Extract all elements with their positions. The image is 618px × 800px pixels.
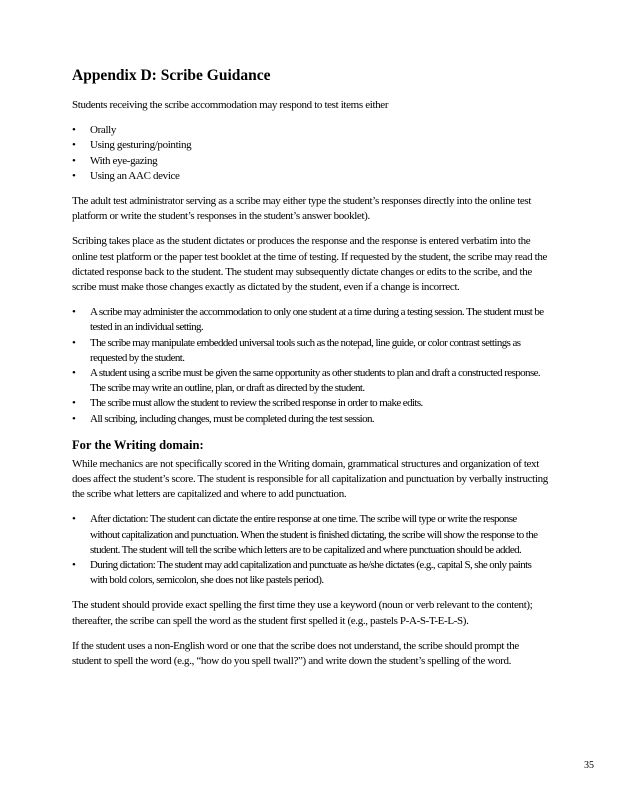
admin-paragraph: The adult test administrator serving as a scribe may either type the student’s responses directly into the online test platform or write the student’s responses in the student’s answer booklet).: [72, 195, 532, 223]
page-number: 35: [584, 760, 594, 771]
spelling-paragraph: The student should provide exact spelling the first time they use a keyword (noun or verb relevant to the content); thereafter, the scribe can spell the word as the student first spelled it (e.g., pastels P-A-S-T-E-L-S).: [72, 599, 533, 627]
list-item: • After dictation: The student can dictate the entire response at one time. The scribe will type or write the response without capitalization and punctuation. When the student is finished dictating, the scribe will show the response to the student. The student will tell the scribe which letters are to be capitalized and where punctuation should be added.: [72, 512, 548, 558]
scribe-rules-list: [72, 305, 548, 427]
list-item: • All scribing, including changes, must be completed during the test session.: [72, 412, 548, 427]
list-item: • The scribe must allow the student to review the scribed response in order to make edits.: [72, 396, 548, 411]
list-item: • With eye-gazing: [72, 154, 548, 169]
writing-rules-list: [72, 512, 548, 588]
writing-domain-heading: For the Writing domain:: [72, 437, 204, 452]
writing-intro-paragraph: While mechanics are not specifically scored in the Writing domain, grammatical structures and organization of text does affect the student’s score. The student is responsible for all capitalization and punctuation by verbally instructing the scribe what letters are capitalized and where to add punctuation.: [72, 457, 548, 501]
non-english-paragraph: If the student uses a non-English word or one that the scribe does not understand, the scribe should prompt the student to spell the word (e.g., “how do you spell twall?”) and write down the student’s spelling of the word.: [72, 639, 519, 668]
list-item: • The scribe may manipulate embedded universal tools such as the notepad, line guide, or color contrast settings as requested by the student.: [72, 336, 548, 366]
list-item: • A student using a scribe must be given the same opportunity as other students to plan and draft a constructed response. The scribe may write an outline, plan, or draft as directed by the student.: [72, 366, 548, 396]
list-item: • A scribe may administer the accommodation to only one student at a time during a testing session. The student must be tested in an individual setting.: [72, 305, 548, 335]
scribing-paragraph: Scribing takes place as the student dictates or produces the response and the response is entered verbatim into the online test platform or the paper test booklet at the time of testing. If requested by the student, the scribe may read the dictated response back to the student. The student may subsequently dictate changes or edits to the scribe, and the scribe must make those changes exactly as dictated by the student, even if a change is incorrect.: [72, 235, 548, 294]
list-item: • During dictation: The student may add capitalization and punctuate as he/she dictates (e.g., capital S, she only paints with bold colors, semicolon, she does not like pastels period).: [72, 558, 548, 588]
list-item: • Using an AAC device: [72, 169, 548, 184]
response-methods-list: [72, 123, 548, 184]
page-title: Appendix D: Scribe Guidance: [72, 67, 271, 84]
list-item: • Orally: [72, 123, 548, 138]
document-page: [72, 66, 548, 679]
list-item: • Using gesturing/pointing: [72, 138, 548, 153]
intro-paragraph: Students receiving the scribe accommodation may respond to test items either: [72, 99, 389, 111]
